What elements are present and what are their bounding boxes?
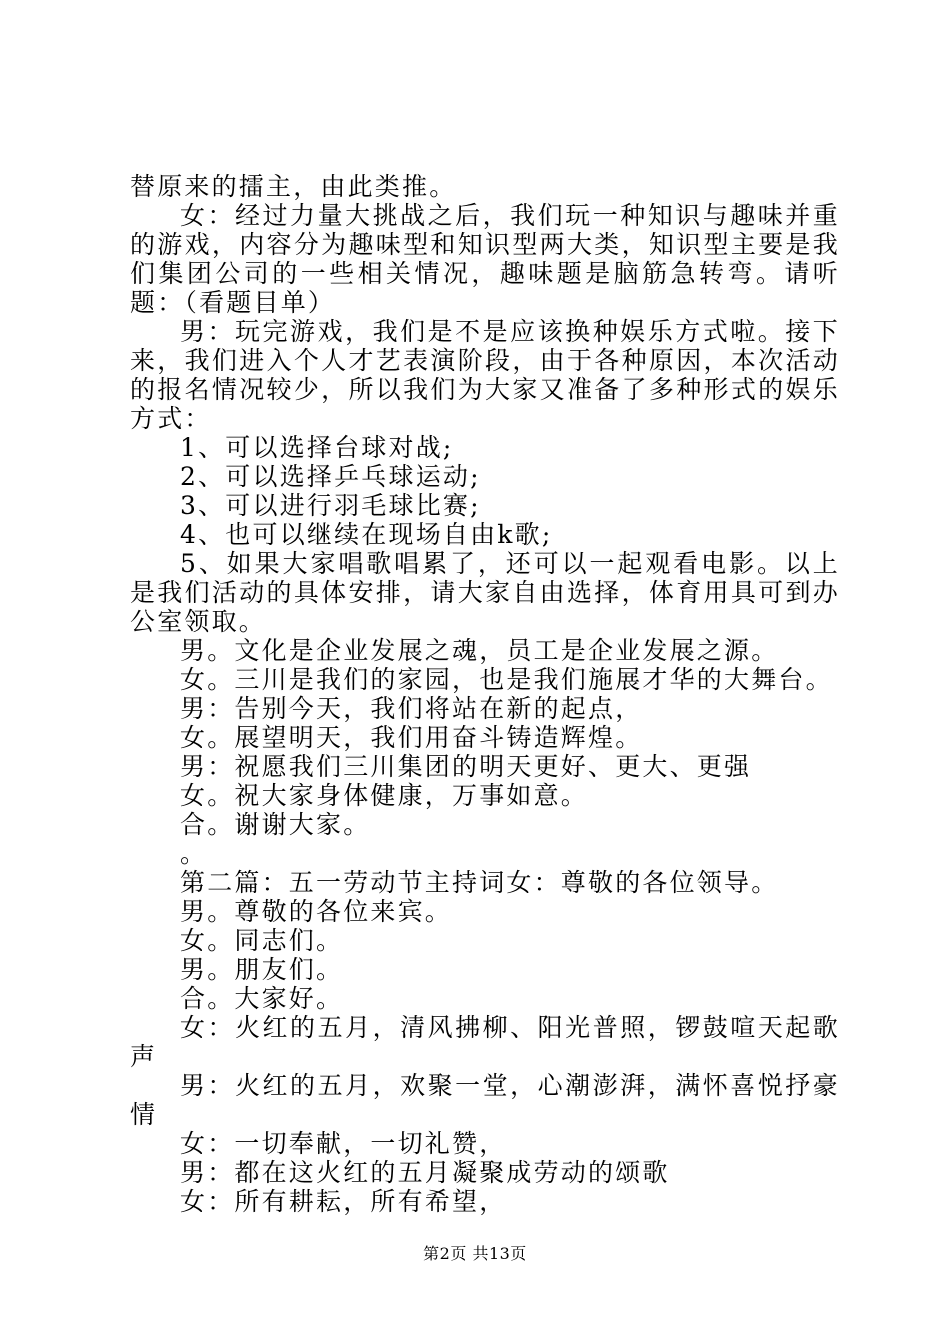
paragraph: 男：都在这火红的五月凝聚成劳动的颂歌 [180, 1158, 670, 1187]
list-item: 1、可以选择台球对战; [180, 433, 454, 462]
paragraph: 替原来的擂主，由此类推。 [130, 172, 457, 201]
paragraph: 男：告别今天，我们将站在新的起点， [180, 694, 643, 723]
document-body [130, 172, 840, 1216]
paragraph: 女。同志们。 [180, 926, 344, 955]
paragraph: 女：所有耕耘，所有希望， [180, 1187, 507, 1216]
section-heading: 第二篇：五一劳动节主持词女：尊敬的各位领导。 [180, 868, 779, 897]
paragraph: 女。三川是我们的家园，也是我们施展才华的大舞台。 [180, 665, 833, 694]
paragraph: 合。大家好。 [180, 984, 344, 1013]
paragraph: 女：火红的五月，清风拂柳、阳光普照，锣鼓喧天起歌声 [130, 1013, 840, 1071]
paragraph: 女：经过力量大挑战之后，我们玩一种知识与趣味并重的游戏，内容分为趣味型和知识型两大类，知识型主要是我们集团公司的一些相关情况，趣味题是脑筋急转弯。请听题：（看题目单） [130, 201, 840, 317]
page-number-footer: 第2页 共13页 [423, 1244, 527, 1263]
paragraph: 男。尊敬的各位来宾。 [180, 897, 453, 926]
paragraph: 男。朋友们。 [180, 955, 344, 984]
paragraph: 男：火红的五月，欢聚一堂，心潮澎湃，满怀喜悦抒豪情 [130, 1071, 840, 1129]
paragraph: 女。展望明天，我们用奋斗铸造辉煌。 [180, 723, 643, 752]
list-item: 4、也可以继续在现场自由k歌; [180, 520, 553, 549]
list-item: 2、可以选择乒乓球运动; [180, 462, 481, 491]
list-item: 5、如果大家唱歌唱累了，还可以一起观看电影。以上是我们活动的具体安排，请大家自由选择，体育用具可到办公室领取。 [130, 549, 840, 636]
paragraph: 女：一切奉献，一切礼赞， [180, 1129, 507, 1158]
paragraph: 男：祝愿我们三川集团的明天更好、更大、更强 [180, 752, 752, 781]
paragraph: 男。文化是企业发展之魂，员工是企业发展之源。 [180, 636, 779, 665]
paragraph: 女。祝大家身体健康，万事如意。 [180, 781, 589, 810]
list-item: 3、可以进行羽毛球比赛; [180, 491, 481, 520]
paragraph: 男：玩完游戏，我们是不是应该换种娱乐方式啦。接下来，我们进入个人才艺表演阶段，由于各种原因，本次活动的报名情况较少，所以我们为大家又准备了多种形式的娱乐方式： [130, 317, 840, 433]
paragraph: 合。谢谢大家。 [180, 810, 371, 839]
paragraph: 。 [180, 839, 208, 868]
